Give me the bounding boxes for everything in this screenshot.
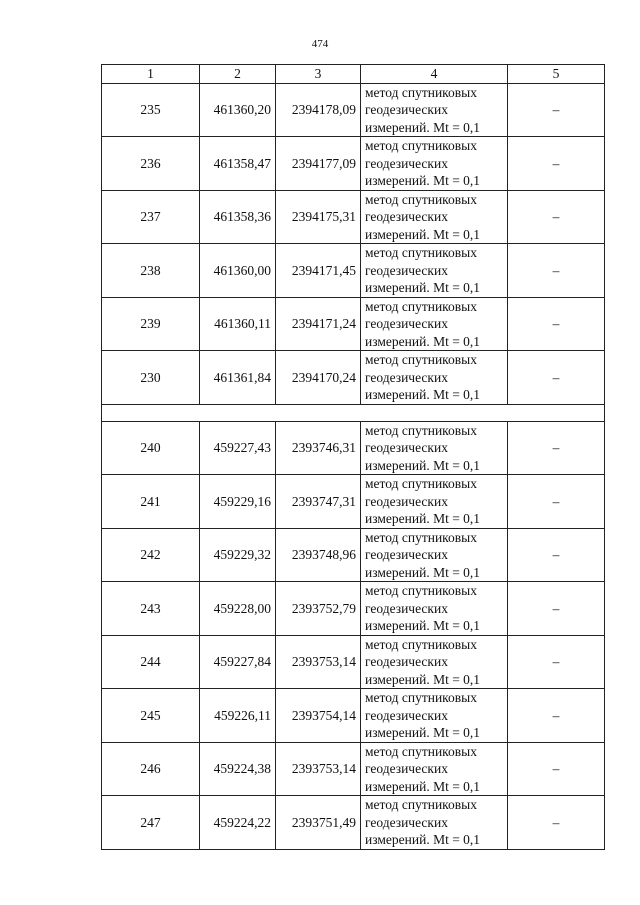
note-cell: – bbox=[508, 190, 605, 244]
y-coordinate-cell: 2393753,14 bbox=[276, 635, 361, 689]
method-text-line: геодезических bbox=[365, 369, 448, 385]
point-number-cell: 242 bbox=[102, 528, 200, 582]
x-coordinate-cell: 461360,20 bbox=[200, 83, 276, 137]
y-coordinate-cell: 2394178,09 bbox=[276, 83, 361, 137]
group-separator-row bbox=[102, 404, 605, 421]
method-cell bbox=[361, 635, 508, 689]
method-cell bbox=[361, 244, 508, 298]
method-text-line: геодезических bbox=[365, 707, 448, 723]
x-coordinate-cell: 459224,38 bbox=[200, 742, 276, 796]
x-coordinate-cell: 461358,47 bbox=[200, 137, 276, 191]
column-header-5: 5 bbox=[508, 65, 605, 84]
method-text-line: измерений. Mt = 0,1 bbox=[365, 387, 481, 402]
method-text-line: измерений. Mt = 0,1 bbox=[365, 618, 481, 633]
note-cell: – bbox=[508, 796, 605, 850]
table-row bbox=[102, 689, 605, 743]
note-cell: – bbox=[508, 582, 605, 636]
method-text-line: метод спутниковых bbox=[365, 797, 477, 812]
column-header-4: 4 bbox=[361, 65, 508, 84]
method-cell bbox=[361, 83, 508, 137]
method-text-line: геодезических bbox=[365, 262, 448, 278]
method-text-line: измерений. Mt = 0,1 bbox=[365, 457, 481, 473]
note-cell: – bbox=[508, 475, 605, 529]
method-cell bbox=[361, 796, 508, 850]
method-text-line: геодезических bbox=[365, 493, 448, 509]
method-text-line: измерений. Mt = 0,1 bbox=[365, 725, 481, 740]
y-coordinate-cell: 2394170,24 bbox=[276, 351, 361, 405]
table-row bbox=[102, 137, 605, 191]
table-row bbox=[102, 421, 605, 475]
point-number-cell: 246 bbox=[102, 742, 200, 796]
table-row bbox=[102, 83, 605, 137]
method-text-line: метод спутниковых bbox=[365, 245, 477, 260]
method-text-line: измерений. Mt = 0,1 bbox=[365, 280, 481, 295]
method-text-line: геодезических bbox=[365, 654, 448, 669]
method-text-line: метод спутниковых bbox=[365, 352, 477, 367]
column-header-2: 2 bbox=[200, 65, 276, 84]
method-text-line: метод спутниковых bbox=[365, 84, 477, 100]
method-text-line: метод спутниковых bbox=[365, 191, 477, 207]
coordinates-table bbox=[101, 64, 605, 850]
y-coordinate-cell: 2393747,31 bbox=[276, 475, 361, 529]
x-coordinate-cell: 459224,22 bbox=[200, 796, 276, 850]
method-cell bbox=[361, 351, 508, 405]
method-text-line: метод спутниковых bbox=[365, 529, 477, 545]
note-cell: – bbox=[508, 635, 605, 689]
method-text-line: метод спутниковых bbox=[365, 636, 477, 652]
table-row bbox=[102, 582, 605, 636]
x-coordinate-cell: 459229,16 bbox=[200, 475, 276, 529]
table-row bbox=[102, 190, 605, 244]
method-text-line: метод спутниковых bbox=[365, 583, 477, 598]
method-text-line: геодезических bbox=[365, 316, 448, 331]
x-coordinate-cell: 461360,00 bbox=[200, 244, 276, 298]
method-cell bbox=[361, 297, 508, 351]
note-cell: – bbox=[508, 297, 605, 351]
method-text-line: измерений. Mt = 0,1 bbox=[365, 671, 481, 687]
note-cell: – bbox=[508, 421, 605, 475]
x-coordinate-cell: 459227,84 bbox=[200, 635, 276, 689]
method-text-line: измерений. Mt = 0,1 bbox=[365, 226, 481, 242]
method-text-line: метод спутниковых bbox=[365, 743, 477, 759]
table-row bbox=[102, 635, 605, 689]
method-text-line: измерений. Mt = 0,1 bbox=[365, 333, 481, 349]
method-cell bbox=[361, 528, 508, 582]
point-number-cell: 245 bbox=[102, 689, 200, 743]
y-coordinate-cell: 2394175,31 bbox=[276, 190, 361, 244]
note-cell: – bbox=[508, 351, 605, 405]
method-text-line: геодезических bbox=[365, 440, 448, 455]
table-row bbox=[102, 244, 605, 298]
x-coordinate-cell: 461360,11 bbox=[200, 297, 276, 351]
y-coordinate-cell: 2393751,49 bbox=[276, 796, 361, 850]
method-text-line: метод спутниковых bbox=[365, 298, 477, 314]
method-cell bbox=[361, 742, 508, 796]
table-row bbox=[102, 528, 605, 582]
point-number-cell: 230 bbox=[102, 351, 200, 405]
x-coordinate-cell: 459228,00 bbox=[200, 582, 276, 636]
x-coordinate-cell: 459226,11 bbox=[200, 689, 276, 743]
x-coordinate-cell: 461361,84 bbox=[200, 351, 276, 405]
point-number-cell: 247 bbox=[102, 796, 200, 850]
note-cell: – bbox=[508, 137, 605, 191]
note-cell: – bbox=[508, 83, 605, 137]
point-number-cell: 243 bbox=[102, 582, 200, 636]
note-cell: – bbox=[508, 742, 605, 796]
x-coordinate-cell: 461358,36 bbox=[200, 190, 276, 244]
point-number-cell: 235 bbox=[102, 83, 200, 137]
y-coordinate-cell: 2393748,96 bbox=[276, 528, 361, 582]
method-text-line: геодезических bbox=[365, 761, 448, 776]
table-row bbox=[102, 351, 605, 405]
method-cell bbox=[361, 689, 508, 743]
method-text-line: метод спутниковых bbox=[365, 422, 477, 438]
method-text-line: измерений. Mt = 0,1 bbox=[365, 511, 481, 526]
method-text-line: измерений. Mt = 0,1 bbox=[365, 778, 481, 794]
column-header-1: 1 bbox=[102, 65, 200, 84]
method-text-line: измерений. Mt = 0,1 bbox=[365, 173, 481, 188]
method-text-line: геодезических bbox=[365, 814, 448, 830]
y-coordinate-cell: 2394171,24 bbox=[276, 297, 361, 351]
point-number-cell: 241 bbox=[102, 475, 200, 529]
note-cell: – bbox=[508, 244, 605, 298]
y-coordinate-cell: 2393754,14 bbox=[276, 689, 361, 743]
table-row bbox=[102, 475, 605, 529]
point-number-cell: 239 bbox=[102, 297, 200, 351]
y-coordinate-cell: 2394177,09 bbox=[276, 137, 361, 191]
x-coordinate-cell: 459227,43 bbox=[200, 421, 276, 475]
method-cell bbox=[361, 582, 508, 636]
point-number-cell: 236 bbox=[102, 137, 200, 191]
method-text-line: измерений. Mt = 0,1 bbox=[365, 119, 481, 135]
method-text-line: геодезических bbox=[365, 155, 448, 171]
table-row bbox=[102, 297, 605, 351]
method-text-line: геодезических bbox=[365, 102, 448, 117]
method-cell bbox=[361, 475, 508, 529]
group-separator-cell bbox=[102, 404, 605, 421]
point-number-cell: 238 bbox=[102, 244, 200, 298]
point-number-cell: 244 bbox=[102, 635, 200, 689]
point-number-cell: 240 bbox=[102, 421, 200, 475]
table-row bbox=[102, 796, 605, 850]
column-header-3: 3 bbox=[276, 65, 361, 84]
note-cell: – bbox=[508, 528, 605, 582]
method-text-line: измерений. Mt = 0,1 bbox=[365, 832, 481, 847]
method-text-line: измерений. Mt = 0,1 bbox=[365, 564, 481, 580]
y-coordinate-cell: 2393753,14 bbox=[276, 742, 361, 796]
method-cell bbox=[361, 421, 508, 475]
table-row bbox=[102, 742, 605, 796]
y-coordinate-cell: 2393752,79 bbox=[276, 582, 361, 636]
method-text-line: геодезических bbox=[365, 209, 448, 224]
method-text-line: метод спутниковых bbox=[365, 476, 477, 491]
y-coordinate-cell: 2394171,45 bbox=[276, 244, 361, 298]
note-cell: – bbox=[508, 689, 605, 743]
method-text-line: метод спутниковых bbox=[365, 690, 477, 705]
page-number: 474 bbox=[311, 38, 329, 50]
x-coordinate-cell: 459229,32 bbox=[200, 528, 276, 582]
method-cell bbox=[361, 190, 508, 244]
method-text-line: геодезических bbox=[365, 600, 448, 616]
method-text-line: геодезических bbox=[365, 547, 448, 562]
method-cell bbox=[361, 137, 508, 191]
point-number-cell: 237 bbox=[102, 190, 200, 244]
method-text-line: метод спутниковых bbox=[365, 138, 477, 153]
table-header-row bbox=[102, 65, 605, 84]
y-coordinate-cell: 2393746,31 bbox=[276, 421, 361, 475]
